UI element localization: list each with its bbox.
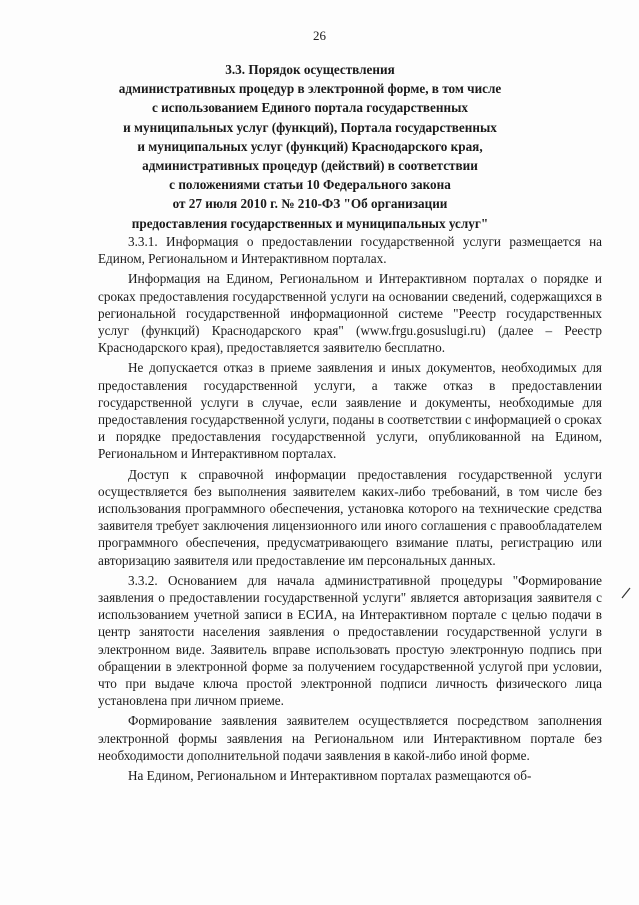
paragraph: Информация на Едином, Региональном и Интерактивном порталах о порядке и сроках предоставления государственной услуги на основании сведений, содержащихся в региональной государственной информационной системе "Реестр государственных услуг (функций) Краснодарского края" (www.frgu.gosuslugi.ru) (далее – Реестр Краснодарского края), предоставляется заявителю бесплатно. — [98, 271, 602, 356]
paragraph: 3.3.2. Основанием для начала административной процедуры "Формирование заявления о предоставлении государственной услуги" является авторизация заявителя с использованием учетной записи в ЕСИА, на Интерактивном портале с целью подачи в центр занятости населения заявления о предоставлении государственной услуги в электронном виде. Заявитель вправе использовать простую электронную подпись при обращении в электронной форме за получением государственной услугой при условии, что при выдаче ключа простой электронной подписи личность физического лица установлена при личном приеме. — [98, 572, 602, 709]
margin-pen-mark — [620, 586, 632, 600]
paragraph: Не допускается отказ в приеме заявления и иных документов, необходимых для предоставления государственной услуги, а также отказ в предоставлении государственной услуги в случае, если заявление и документы, необходимые для предоставления государственной услуги, поданы в соответствии с информацией о сроках и порядке предоставления государственной услуги, опубликованной на Едином, Региональном и Интерактивном порталах. — [98, 360, 602, 462]
heading-line: административных процедур в электронной форме, в том числе — [118, 81, 502, 97]
paragraph: 3.3.1. Информация о предоставлении государственной услуги размещается на Едином, Региональном и Интерактивном порталах. — [98, 234, 602, 267]
heading-line: административных процедур (действий) в соответствии — [142, 158, 478, 174]
heading-line: с положениями статьи 10 Федерального закона — [169, 177, 451, 193]
paragraph: На Едином, Региональном и Интерактивном порталах размещаются об- — [128, 768, 532, 784]
section-heading — [100, 60, 520, 233]
heading-line: предоставления государственных и муниципальных услуг" — [131, 215, 489, 231]
paragraph: Формирование заявления заявителем осуществляется посредством заполнения электронной формы заявления на Региональном или Интерактивном портале без необходимости дополнительной подачи заявления в какой-либо иной форме. — [98, 713, 602, 763]
paragraph: Доступ к справочной информации предоставления государственной услуги осуществляется без выполнения заявителем каких-либо требований, в том числе без использования программного обеспечения, установка которого на технические средства заявителя требует заключения лицензионного или иного соглашения с правообладателем программного обеспечения, предусматривающего взимание платы, регистрацию или авторизацию заявителя или предоставление им персональных данных. — [98, 466, 602, 568]
page-number: 26 — [313, 28, 326, 43]
heading-line: с использованием Единого портала государственных — [151, 100, 468, 116]
heading-line: и муниципальных услуг (функций), Портала государственных — [123, 119, 497, 135]
heading-line: от 27 июля 2010 г. № 210-ФЗ "Об организации — [172, 196, 448, 212]
heading-line: 3.3. Порядок осуществления — [225, 62, 395, 77]
heading-line: и муниципальных услуг (функций) Краснодарского края, — [137, 138, 483, 154]
document-body — [98, 233, 602, 787]
